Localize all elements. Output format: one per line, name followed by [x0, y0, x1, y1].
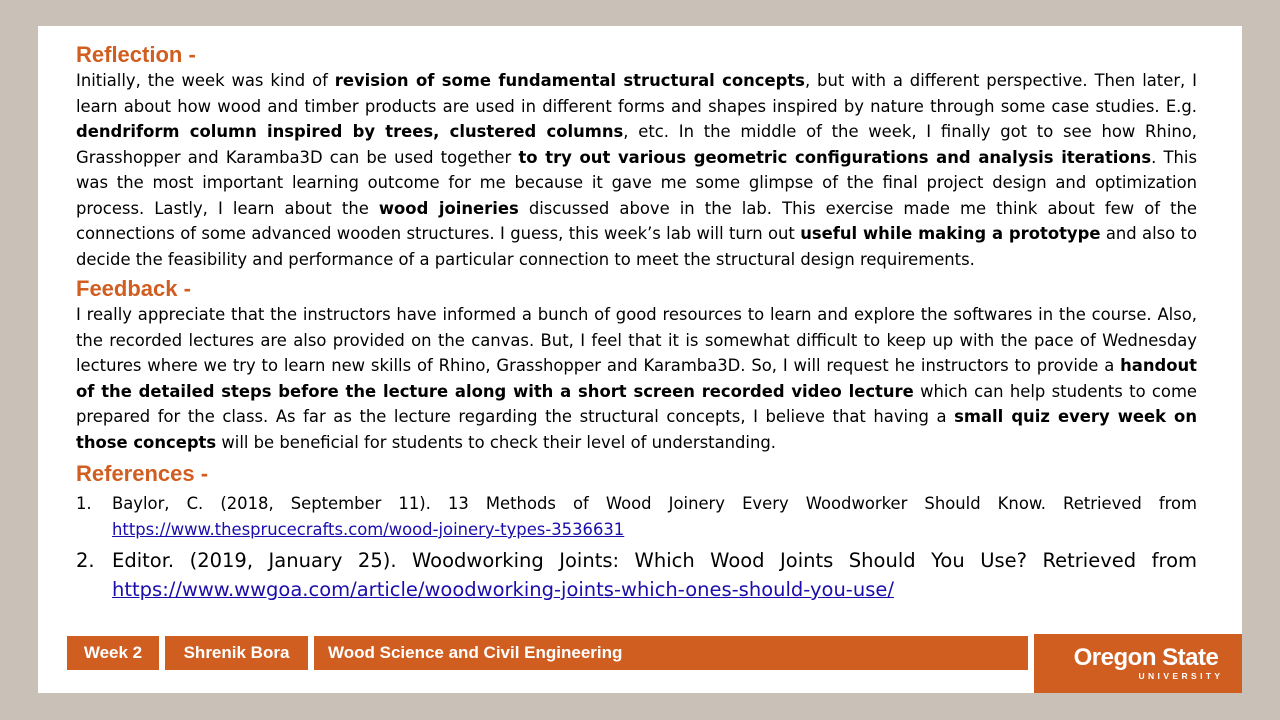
body-text: . This was the most important learning outcome for me because it gave me some glimpse of the final project design and optimization process. Lastly, I learn about the: [76, 147, 1197, 218]
oregon-state-logo: [1034, 634, 1242, 693]
emphasized-text: handout of the detailed steps before the lecture along with a short screen recorded video lecture: [76, 356, 1197, 401]
reference-item: [76, 546, 1197, 604]
references-heading: References -: [76, 461, 209, 486]
emphasized-text: revision of some fundamental structural concepts: [334, 71, 805, 90]
reflection-paragraph: [76, 68, 1197, 272]
references-list: [76, 491, 1197, 604]
body-text: will be beneficial for students to check their level of understanding.: [216, 432, 776, 452]
body-text: I really appreciate that the instructors have informed a bunch of good resources to learn and explore the softwares in the course. Also, the recorded lectures are also provided on the canvas. But, I feel that it is somewhat difficult to keep up with the pace of Wednesday lectures where we try to learn new skills of Rhino, Grasshopper and Karamba3D. So, I will request he instructors to provide a: [76, 305, 1197, 375]
logo-title: Oregon State: [1073, 644, 1219, 671]
emphasized-text: useful while making a prototype: [800, 224, 1101, 243]
feedback-paragraph: [76, 302, 1197, 455]
slide: [38, 26, 1242, 693]
reference-link[interactable]: https://www.wwgoa.com/article/woodworking-joints-which-ones-should-you-use/: [112, 578, 894, 601]
logo-subtitle: UNIVERSITY: [1138, 671, 1224, 681]
emphasized-text: small quiz every week on those concepts: [76, 407, 1197, 452]
emphasized-text: wood joineries: [378, 198, 519, 218]
footer-week-label: Week 2: [67, 636, 159, 670]
reference-number: 2.: [76, 549, 95, 572]
body-text: , etc. In the middle of the week, I finally got to see how Rhino, Grasshopper and Karamba3D can be used together: [76, 122, 1197, 167]
footer-author-name: Shrenik Bora: [165, 636, 308, 670]
body-text: Initially, the week was kind of: [76, 71, 335, 90]
reference-number: 1.: [76, 494, 92, 513]
body-text: , but with a different perspective. Then later, I learn about how wood and timber products are used in different forms and shapes inspired by nature through some case studies. E.g.: [76, 71, 1197, 116]
reference-text: Baylor, C. (2018, September 11). 13 Methods of Wood Joinery Every Woodworker Should Know. Retrieved from: [112, 494, 1197, 513]
emphasized-text: dendriform column inspired by trees, clustered columns: [76, 122, 624, 141]
reference-text: Editor. (2019, January 25). Woodworking Joints: Which Wood Joints Should You Use? Retrieved from: [112, 549, 1197, 572]
emphasized-text: to try out various geometric configurations and analysis iterations: [518, 147, 1152, 167]
feedback-heading: Feedback -: [76, 276, 191, 301]
body-text: discussed above in the lab. This exercise made me think about few of the connections of some advanced wooden structures. I guess, this week’s lab will turn out: [76, 198, 1197, 243]
reflection-heading: Reflection -: [76, 42, 196, 67]
reference-item: [76, 491, 1197, 543]
body-text: and also to decide the feasibility and performance of a particular connection to meet the structural design requirements.: [76, 224, 1198, 269]
reference-link[interactable]: https://www.thesprucecrafts.com/wood-joinery-types-3536631: [112, 520, 625, 539]
footer-department: Wood Science and Civil Engineering: [314, 636, 1028, 670]
slide-content: [76, 42, 1197, 604]
body-text: which can help students to come prepared for the class. As far as the lecture regarding the structural concepts, I believe that having a: [76, 381, 1198, 426]
